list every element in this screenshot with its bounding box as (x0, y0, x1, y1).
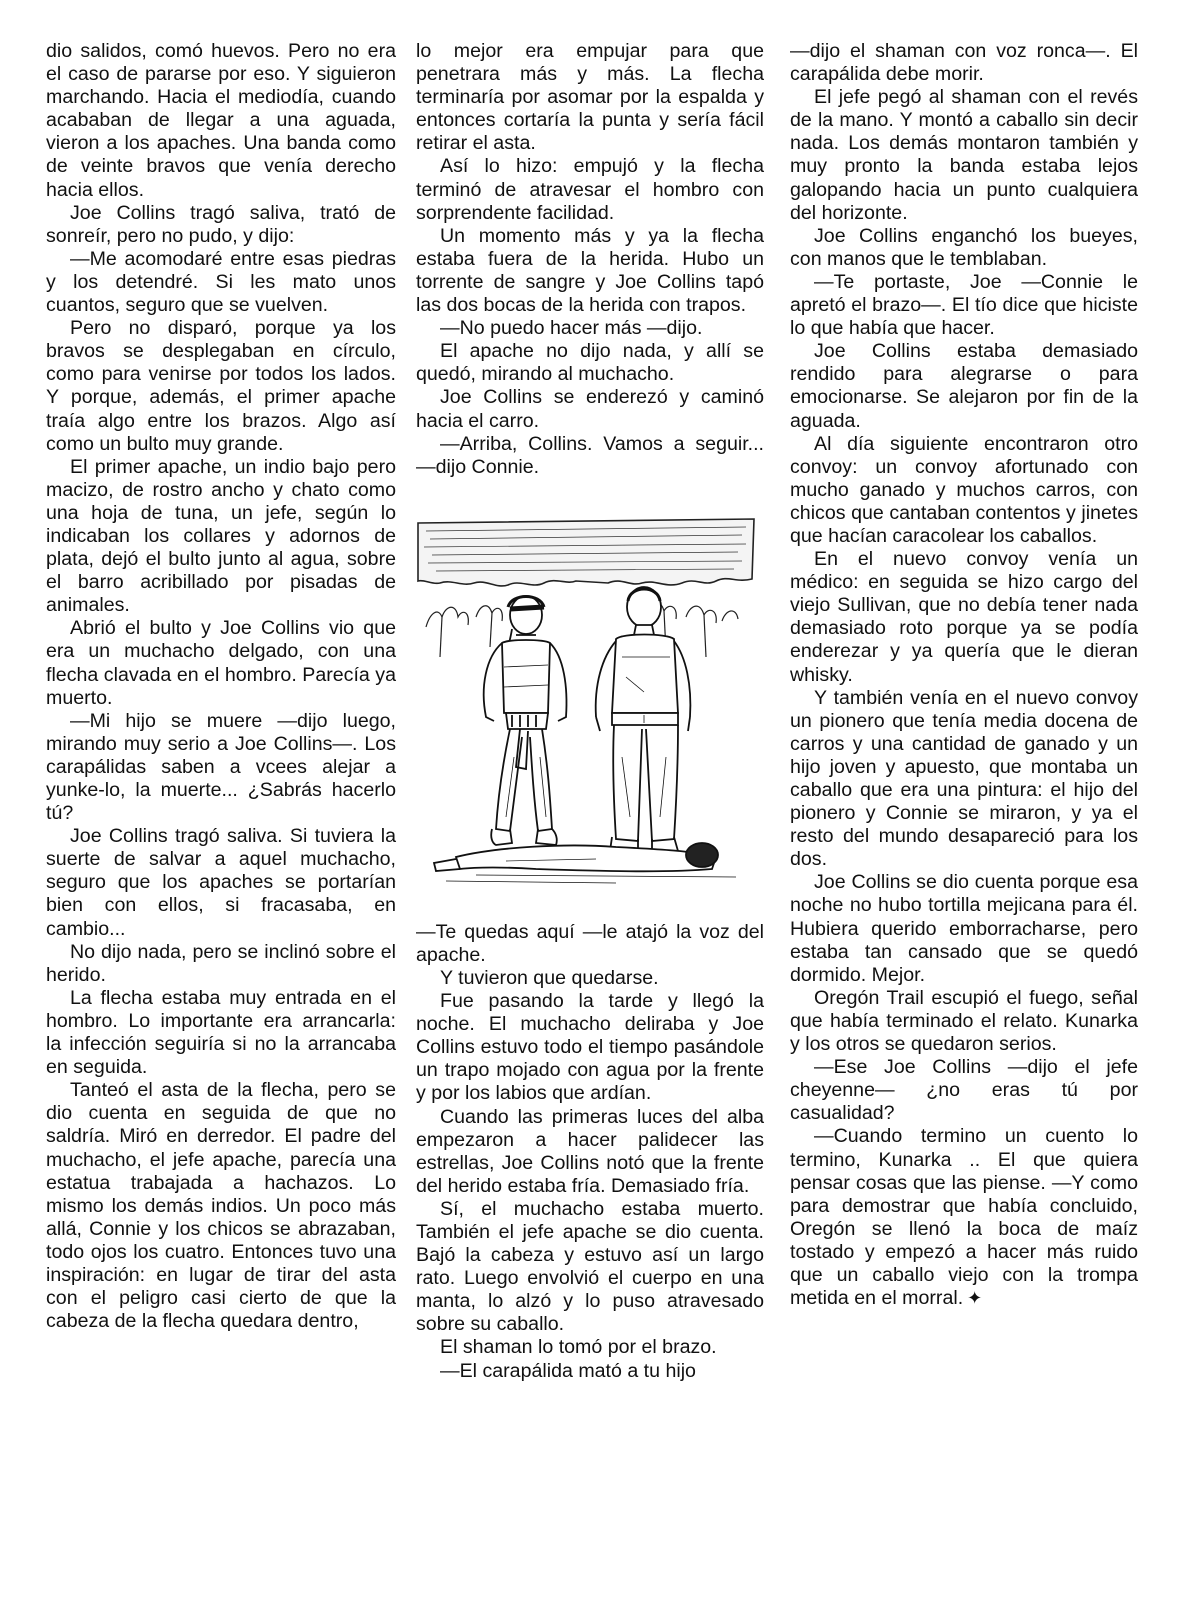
paragraph: Joe Collins tragó saliva. Si tuviera la suerte de salvar a aquel muchacho, seguro que los apaches se portarían bien con ellos, si fracasaba, en cambio... (46, 825, 396, 940)
paragraph: —Ese Joe Collins —dijo el jefe cheyenne— ¿no eras tú por casualidad? (790, 1056, 1138, 1125)
paragraph: —Me acomodaré entre esas piedras y los detendré. Si les mato unos cuantos, seguro que se vuelven. (46, 247, 396, 317)
text-column-1 (46, 40, 396, 1333)
paragraph: Joe Collins enganchó los bueyes, con manos que le temblaban. (790, 224, 1138, 270)
paragraph: El jefe pegó al shaman con el revés de la mano. Y montó a caballo sin decir nada. Los demás montaron también y muy pronto la banda estaba lejos galopando hacia un punto cualquiera del horizonte. (790, 86, 1138, 224)
paragraph: Y tuvieron que quedarse. (440, 966, 659, 989)
paragraph: dio salidos, comó huevos. Pero no era el caso de pararse por eso. Y siguieron marchando. Hacia el mediodía, cuando acababan de llegar a una aguada, vieron a los apaches. Una banda como de veinte bravos que venía derecho hacia ellos. (46, 40, 396, 201)
paragraph: Pero no disparó, porque ya los bravos se desplegaban en círculo, como para venirse por todos los lados. Y porque, además, el primer apache traía algo entre los brazos. Algo así como un bulto muy grande. (46, 317, 396, 455)
paragraph: Un momento más y ya la flecha estaba fuera de la herida. Hubo un torrente de sangre y Joe Collins tapó las dos bocas de la herida con trapos. (416, 224, 764, 317)
paragraph: Tanteó el asta de la flecha, pero se dio cuenta en seguida de que no saldría. Miró en derredor. El padre del muchacho, el jefe apache, parecía una estatua trabajada a hachazos. Lo mismo los demás indios. Un poco más allá, Connie y los chicos se abrazaban, todo ojos los cuatro. Entonces tuvo una inspiración: en lugar de tirar del asta con el peligro casi cierto de que la cabeza de la flecha quedara dentro, (46, 1079, 396, 1333)
paragraph-final-text: —Cuando termino un cuento lo termino, Kunarka .. El que quiera pensar cosas que las piense. —Y como para demostrar que había concluido, Oregón se llenó la boca de maíz tostado y empezó a hacer más ruido que un caballo viejo con la trompa metida en el morral. (790, 1125, 1138, 1310)
paragraph: —Te quedas aquí —le atajó la voz del apache. (416, 920, 764, 966)
paragraph: Así lo hizo: empujó y la flecha terminó de atravesar el hombro con sorprendente facilidad. (416, 155, 764, 224)
paragraph: Oregón Trail escupió el fuego, señal que había terminado el relato. Kunarka y los otros se quedaron serios. (790, 986, 1138, 1056)
paragraph: Cuando las primeras luces del alba empezaron a hacer palidecer las estrellas, Joe Collins notó que la frente del herido estaba fría. Demasiado fría. (416, 1105, 764, 1197)
paragraph: Fue pasando la tarde y llegó la noche. El muchacho deliraba y Joe Collins estuvo todo el tiempo pasándole un trapo mojado con agua por la frente y por los labios que ardían. (416, 990, 764, 1105)
paragraph: Joe Collins se enderezó y caminó hacia el carro. (416, 386, 764, 432)
text-column-3 (790, 40, 1138, 1310)
paragraph: Joe Collins estaba demasiado rendido para alegrarse o para emocionarse. Se alejaron por fin de la aguada. (790, 340, 1138, 432)
paragraph: —El carapálida mató a tu hijo (440, 1359, 696, 1382)
paragraph: Joe Collins se dio cuenta porque esa noche no hubo tortilla mejicana para él. Hubiera querido emborracharse, pero estaba tan cansado que se quedó dormido. Mejor. (790, 871, 1138, 986)
paragraph: —Te portaste, Joe —Connie le apretó el brazo—. El tío dice que hiciste lo que había que hacer. (790, 270, 1138, 340)
paragraph: El apache no dijo nada, y allí se quedó, mirando al muchacho. (416, 340, 764, 386)
paragraph: El primer apache, un indio bajo pero macizo, de rostro ancho y chato como una hoja de tuna, un jefe, según lo indicaban los collares y adornos de plata, dejó el bulto junto al agua, sobre el barro acribillado por pisadas de animales. (46, 455, 396, 617)
paragraph-final (790, 1125, 1138, 1310)
paragraph: No dijo nada, pero se inclinó sobre el herido. (46, 940, 396, 986)
paragraph: Joe Collins tragó saliva, trató de sonreír, pero no pudo, y dijo: (46, 201, 396, 247)
paragraph: —dijo el shaman con voz ronca—. El carapálida debe morir. (790, 40, 1138, 86)
illustration (416, 517, 756, 887)
paragraph: Abrió el bulto y Joe Collins vio que era un muchacho delgado, con una flecha clavada en el hombro. Parecía ya muerto. (46, 617, 396, 709)
paragraph: Y también venía en el nuevo convoy un pionero que tenía media docena de carros y una cantidad de ganado y un hijo joven y apuesto, que montaba un caballo que era una pintura: el hijo del pionero y Connie se miraron, y ya el resto del mundo desapareció para los dos. (790, 686, 1138, 871)
paragraph: —Arriba, Collins. Vamos a seguir... —dijo Connie. (416, 432, 764, 478)
illustration-drawing (416, 517, 756, 887)
paragraph: En el nuevo convoy venía un médico: en seguida se hizo cargo del viejo Sullivan, que no debía tener nada demasiado roto porque ya se podía enderezar y ya quería que le dieran whisky. (790, 548, 1138, 686)
paragraph: —Mi hijo se muere —dijo luego, mirando muy serio a Joe Collins—. Los carapálidas saben a vcees alejar a yunke-lo, la muerte... ¿Sabrás hacerlo tú? (46, 709, 396, 825)
end-of-article-icon: ✦ (967, 1288, 983, 1309)
paragraph: lo mejor era empujar para que penetrara más y más. La flecha terminaría por asomar por la espalda y entonces cortaría la punta y sería fácil retirar el asta. (416, 40, 764, 155)
paragraph: —No puedo hacer más —dijo. (440, 317, 703, 340)
paragraph: Al día siguiente encontraron otro convoy: un convoy afortunado con mucho ganado y muchos carros, con chicos que cantaban contentos y jinetes que hacían caracolear los caballos. (790, 432, 1138, 547)
paragraph: Sí, el muchacho estaba muerto. También el jefe apache se dio cuenta. Bajó la cabeza y estuvo así un largo rato. Luego envolvió el cuerpo en una manta, lo alzó y lo puso atravesado sobre su caballo. (416, 1197, 764, 1336)
text-column-2 (416, 40, 764, 1383)
paragraph: La flecha estaba muy entrada en el hombro. Lo importante era arrancarla: la infección seguiría si no la arrancaba en seguida. (46, 986, 396, 1079)
paragraph: El shaman lo tomó por el brazo. (440, 1336, 717, 1359)
